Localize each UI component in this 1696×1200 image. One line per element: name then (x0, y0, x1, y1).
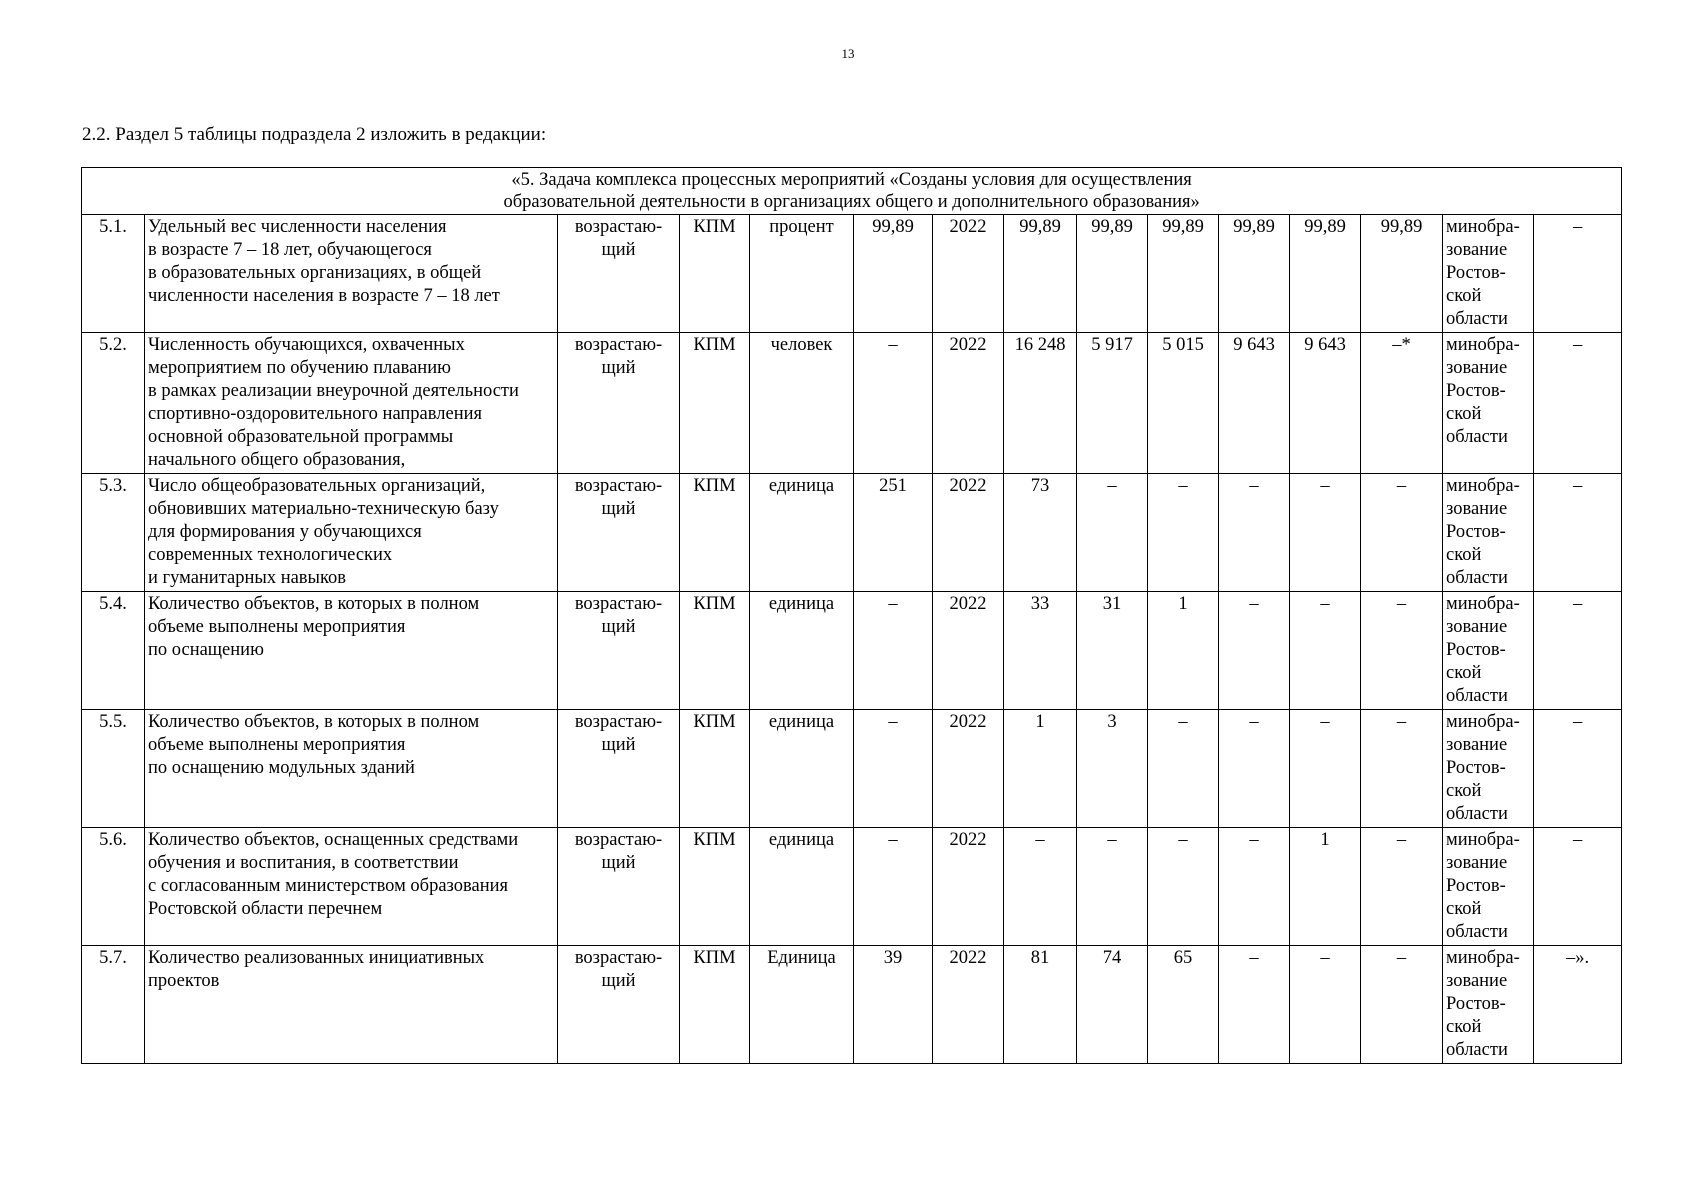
responsible-line: Ростов- (1446, 263, 1506, 283)
value-cell-6: – (1361, 710, 1443, 828)
value-cell-3: 99,89 (1148, 215, 1219, 333)
responsible-line: минобра- (1446, 594, 1520, 614)
trend-line: щий (601, 853, 636, 873)
row-number-cell: 5.7. (82, 946, 145, 1064)
responsible-line: зование (1446, 240, 1508, 260)
responsible-line: ской (1446, 781, 1482, 801)
responsible-cell (1443, 592, 1534, 710)
indicator-name-line: Количество объектов, в которых в полном (148, 594, 480, 614)
indicator-name-line: с согласованным министерством образования (148, 876, 509, 896)
value-cell-6: – (1361, 592, 1443, 710)
value-cell-3: 5 015 (1148, 333, 1219, 474)
base-value-cell: – (854, 710, 933, 828)
responsible-line: области (1446, 309, 1508, 329)
extra-cell: –». (1534, 946, 1622, 1064)
indicator-name-cell (145, 333, 558, 474)
indicator-name-line: численности населения в возрасте 7 – 18 лет (148, 286, 500, 306)
responsible-line: области (1446, 427, 1508, 447)
trend-cell (558, 592, 680, 710)
level-cell: КПМ (680, 592, 750, 710)
value-cell-5: 1 (1290, 828, 1361, 946)
base-year-cell: 2022 (933, 474, 1004, 592)
responsible-line: зование (1446, 971, 1508, 991)
base-year-cell: 2022 (933, 710, 1004, 828)
row-number-cell: 5.5. (82, 710, 145, 828)
unit-cell: единица (750, 710, 854, 828)
responsible-line: зование (1446, 735, 1508, 755)
indicator-name-cell (145, 828, 558, 946)
responsible-line: Ростов- (1446, 640, 1506, 660)
value-cell-2: 31 (1077, 592, 1148, 710)
value-cell-5: 9 643 (1290, 333, 1361, 474)
responsible-line: Ростов- (1446, 381, 1506, 401)
indicator-name-line: Численность обучающихся, охваченных (148, 335, 465, 355)
responsible-line: зование (1446, 853, 1508, 873)
extra-cell: – (1534, 710, 1622, 828)
responsible-line: минобра- (1446, 712, 1520, 732)
indicator-name-line: Количество объектов, оснащенных средствами (148, 830, 519, 850)
table-heading-row (82, 168, 1622, 215)
value-cell-4: 99,89 (1219, 215, 1290, 333)
value-cell-6: – (1361, 946, 1443, 1064)
trend-cell (558, 710, 680, 828)
base-value-cell: – (854, 828, 933, 946)
value-cell-6: –* (1361, 333, 1443, 474)
indicator-name-line: начального общего образования, (148, 450, 406, 470)
indicator-name-line: обновивших материально-техническую базу (148, 499, 499, 519)
responsible-line: минобра- (1446, 335, 1520, 355)
indicator-name-line: по оснащению модульных зданий (148, 758, 415, 778)
responsible-line: Ростов- (1446, 994, 1506, 1014)
value-cell-3: – (1148, 828, 1219, 946)
value-cell-5: 99,89 (1290, 215, 1361, 333)
indicator-name-line: мероприятием по обучению плаванию (148, 358, 451, 378)
row-number-cell: 5.3. (82, 474, 145, 592)
base-year-cell: 2022 (933, 215, 1004, 333)
responsible-line: минобра- (1446, 476, 1520, 496)
indicator-name-line: спортивно-оздоровительного направления (148, 404, 483, 424)
unit-cell: единица (750, 592, 854, 710)
row-number-cell: 5.1. (82, 215, 145, 333)
section-heading-line: «5. Задача комплекса процессных мероприятий «Созданы условия для осуществления (511, 170, 1192, 190)
responsible-line: ской (1446, 286, 1482, 306)
indicator-name-line: в рамках реализации внеурочной деятельности (148, 381, 519, 401)
value-cell-3: 65 (1148, 946, 1219, 1064)
table-row (82, 946, 1622, 1064)
responsible-line: Ростов- (1446, 876, 1506, 896)
value-cell-5: – (1290, 946, 1361, 1064)
value-cell-6: – (1361, 828, 1443, 946)
responsible-line: Ростов- (1446, 758, 1506, 778)
table-row (82, 215, 1622, 333)
responsible-line: ской (1446, 545, 1482, 565)
responsible-cell (1443, 215, 1534, 333)
responsible-line: области (1446, 1040, 1508, 1060)
indicator-name-line: Количество объектов, в которых в полном (148, 712, 480, 732)
responsible-cell (1443, 710, 1534, 828)
level-cell: КПМ (680, 946, 750, 1064)
section-heading-line: образовательной деятельности в организациях общего и дополнительного образования» (503, 192, 1200, 212)
responsible-line: минобра- (1446, 830, 1520, 850)
responsible-line: области (1446, 686, 1508, 706)
indicator-name-cell (145, 592, 558, 710)
trend-line: возрастаю- (574, 830, 663, 850)
indicator-name-cell (145, 474, 558, 592)
trend-line: возрастаю- (574, 217, 663, 237)
indicator-name-line: Количество реализованных инициативных (148, 948, 485, 968)
value-cell-2: 74 (1077, 946, 1148, 1064)
level-cell: КПМ (680, 828, 750, 946)
value-cell-5: – (1290, 474, 1361, 592)
value-cell-2: 5 917 (1077, 333, 1148, 474)
indicator-name-line: объеме выполнены мероприятия (148, 617, 406, 637)
level-cell: КПМ (680, 474, 750, 592)
value-cell-4: 9 643 (1219, 333, 1290, 474)
responsible-cell (1443, 474, 1534, 592)
indicator-name-cell (145, 215, 558, 333)
base-year-cell: 2022 (933, 946, 1004, 1064)
base-value-cell: 39 (854, 946, 933, 1064)
extra-cell: – (1534, 215, 1622, 333)
table-row (82, 710, 1622, 828)
table-row (82, 592, 1622, 710)
value-cell-1: – (1004, 828, 1077, 946)
value-cell-2: 99,89 (1077, 215, 1148, 333)
trend-cell (558, 946, 680, 1064)
section-heading (82, 168, 1622, 215)
responsible-line: области (1446, 922, 1508, 942)
indicator-name-cell (145, 946, 558, 1064)
value-cell-1: 81 (1004, 946, 1077, 1064)
responsible-line: ской (1446, 404, 1482, 424)
value-cell-3: 1 (1148, 592, 1219, 710)
indicator-name-line: проектов (148, 971, 220, 991)
row-number-cell: 5.4. (82, 592, 145, 710)
trend-line: щий (601, 617, 636, 637)
value-cell-4: – (1219, 710, 1290, 828)
trend-line: щий (601, 971, 636, 991)
unit-cell: человек (750, 333, 854, 474)
value-cell-3: – (1148, 710, 1219, 828)
table-row (82, 333, 1622, 474)
value-cell-1: 33 (1004, 592, 1077, 710)
value-cell-2: 3 (1077, 710, 1148, 828)
value-cell-6: 99,89 (1361, 215, 1443, 333)
base-value-cell: – (854, 333, 933, 474)
indicator-name-line: Удельный вес численности населения (148, 217, 447, 237)
level-cell: КПМ (680, 215, 750, 333)
responsible-line: ской (1446, 663, 1482, 683)
trend-cell (558, 215, 680, 333)
value-cell-6: – (1361, 474, 1443, 592)
indicator-name-line: Ростовской области перечнем (148, 899, 383, 919)
responsible-cell (1443, 946, 1534, 1064)
table-row (82, 828, 1622, 946)
responsible-line: Ростов- (1446, 522, 1506, 542)
base-year-cell: 2022 (933, 828, 1004, 946)
responsible-cell (1443, 333, 1534, 474)
indicator-name-line: Число общеобразовательных организаций, (148, 476, 486, 496)
value-cell-1: 99,89 (1004, 215, 1077, 333)
responsible-line: минобра- (1446, 948, 1520, 968)
responsible-line: зование (1446, 617, 1508, 637)
table-row (82, 474, 1622, 592)
extra-cell: – (1534, 474, 1622, 592)
base-year-cell: 2022 (933, 333, 1004, 474)
extra-cell: – (1534, 828, 1622, 946)
value-cell-4: – (1219, 592, 1290, 710)
value-cell-4: – (1219, 474, 1290, 592)
responsible-line: минобра- (1446, 217, 1520, 237)
indicator-name-line: основной образовательной программы (148, 427, 454, 447)
value-cell-2: – (1077, 828, 1148, 946)
indicator-name-line: и гуманитарных навыков (148, 568, 346, 588)
indicator-name-line: объеме выполнены мероприятия (148, 735, 406, 755)
indicator-name-line: в возрасте 7 – 18 лет, обучающегося (148, 240, 432, 260)
responsible-line: области (1446, 804, 1508, 824)
base-value-cell: – (854, 592, 933, 710)
value-cell-5: – (1290, 710, 1361, 828)
unit-cell: процент (750, 215, 854, 333)
value-cell-4: – (1219, 828, 1290, 946)
base-year-cell: 2022 (933, 592, 1004, 710)
unit-cell: Единица (750, 946, 854, 1064)
level-cell: КПМ (680, 333, 750, 474)
indicator-name-line: современных технологических (148, 545, 393, 565)
value-cell-5: – (1290, 592, 1361, 710)
value-cell-1: 73 (1004, 474, 1077, 592)
row-number-cell: 5.2. (82, 333, 145, 474)
row-number-cell: 5.6. (82, 828, 145, 946)
responsible-cell (1443, 828, 1534, 946)
responsible-line: области (1446, 568, 1508, 588)
trend-line: возрастаю- (574, 948, 663, 968)
trend-line: щий (601, 358, 636, 378)
intro-paragraph: 2.2. Раздел 5 таблицы подраздела 2 изложить в редакции: (82, 124, 547, 145)
trend-line: возрастаю- (574, 594, 663, 614)
indicator-name-line: в образовательных организациях, в общей (148, 263, 482, 283)
value-cell-1: 16 248 (1004, 333, 1077, 474)
trend-cell (558, 333, 680, 474)
base-value-cell: 99,89 (854, 215, 933, 333)
trend-line: возрастаю- (574, 476, 663, 496)
extra-cell: – (1534, 592, 1622, 710)
responsible-line: ской (1446, 1017, 1482, 1037)
value-cell-2: – (1077, 474, 1148, 592)
trend-line: щий (601, 240, 636, 260)
value-cell-3: – (1148, 474, 1219, 592)
unit-cell: единица (750, 828, 854, 946)
page-number: 13 (841, 46, 855, 61)
responsible-line: зование (1446, 499, 1508, 519)
unit-cell: единица (750, 474, 854, 592)
trend-line: щий (601, 499, 636, 519)
value-cell-1: 1 (1004, 710, 1077, 828)
trend-line: щий (601, 735, 636, 755)
trend-cell (558, 474, 680, 592)
trend-cell (558, 828, 680, 946)
indicator-name-cell (145, 710, 558, 828)
indicator-name-line: для формирования у обучающихся (148, 522, 422, 542)
responsible-line: зование (1446, 358, 1508, 378)
base-value-cell: 251 (854, 474, 933, 592)
trend-line: возрастаю- (574, 335, 663, 355)
trend-line: возрастаю- (574, 712, 663, 732)
responsible-line: ской (1446, 899, 1482, 919)
indicators-table (81, 167, 1622, 1064)
value-cell-4: – (1219, 946, 1290, 1064)
level-cell: КПМ (680, 710, 750, 828)
indicator-name-line: обучения и воспитания, в соответствии (148, 853, 459, 873)
indicator-name-line: по оснащению (148, 640, 264, 660)
extra-cell: – (1534, 333, 1622, 474)
